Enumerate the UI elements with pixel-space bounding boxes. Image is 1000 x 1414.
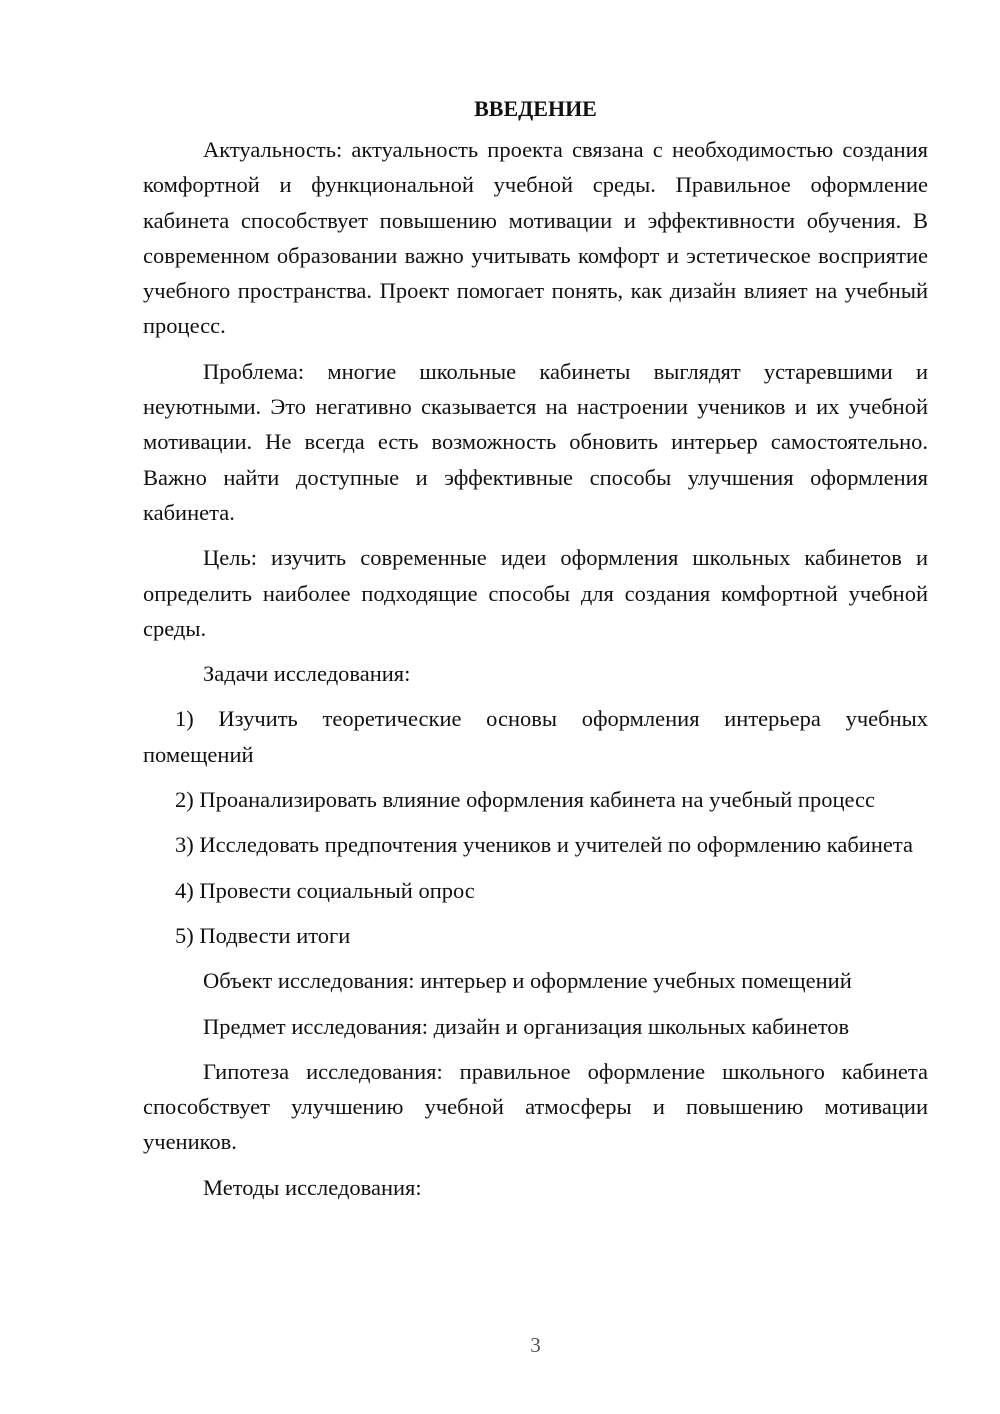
task-item-3: 3) Исследовать предпочтения учеников и учителей по оформлению кабинета xyxy=(175,832,913,858)
subject-paragraph: Предмет исследования: дизайн и организация школьных кабинетов xyxy=(203,1013,850,1039)
task-item-1: 1) Изучить теоретические основы оформления интерьера учебных помещений xyxy=(143,706,928,767)
tasks-heading: Задачи исследования: xyxy=(203,661,411,687)
page-number: 3 xyxy=(530,1333,541,1357)
goal-paragraph: Цель: изучить современные идеи оформления школьных кабинетов и определить наиболее подходящие способы для создания комфортной учебной среды. xyxy=(143,545,928,641)
task-item-4: 4) Провести социальный опрос xyxy=(175,877,475,903)
problem-paragraph: Проблема: многие школьные кабинеты выглядят устаревшими и неуютными. Это негативно сказывается на настроении учеников и их учебной мотивации. Не всегда есть возможность обновить интерьер самостоятельно. Важно найти доступные и эффективные способы улучшения оформления кабинета. xyxy=(143,358,928,525)
task-item-5: 5) Подвести итоги xyxy=(175,922,351,948)
relevance-paragraph: Актуальность: актуальность проекта связана с необходимостью создания комфортной и функциональной учебной среды. Правильное оформление кабинета способствует повышению мотивации и эффективности обучения. В современном образовании важно учитывать комфорт и эстетическое восприятие учебного пространства. Проект помогает понять, как дизайн влияет на учебный процесс. xyxy=(143,137,928,339)
page-content xyxy=(143,92,928,1205)
methods-heading: Методы исследования: xyxy=(203,1174,422,1200)
section-heading: ВВЕДЕНИЕ xyxy=(474,96,597,121)
hypothesis-paragraph: Гипотеза исследования: правильное оформление школьного кабинета способствует улучшению учебной атмосферы и повышению мотивации учеников. xyxy=(143,1058,928,1155)
object-paragraph: Объект исследования: интерьер и оформление учебных помещений xyxy=(203,968,852,994)
task-item-2: 2) Проанализировать влияние оформления кабинета на учебный процесс xyxy=(175,787,876,813)
